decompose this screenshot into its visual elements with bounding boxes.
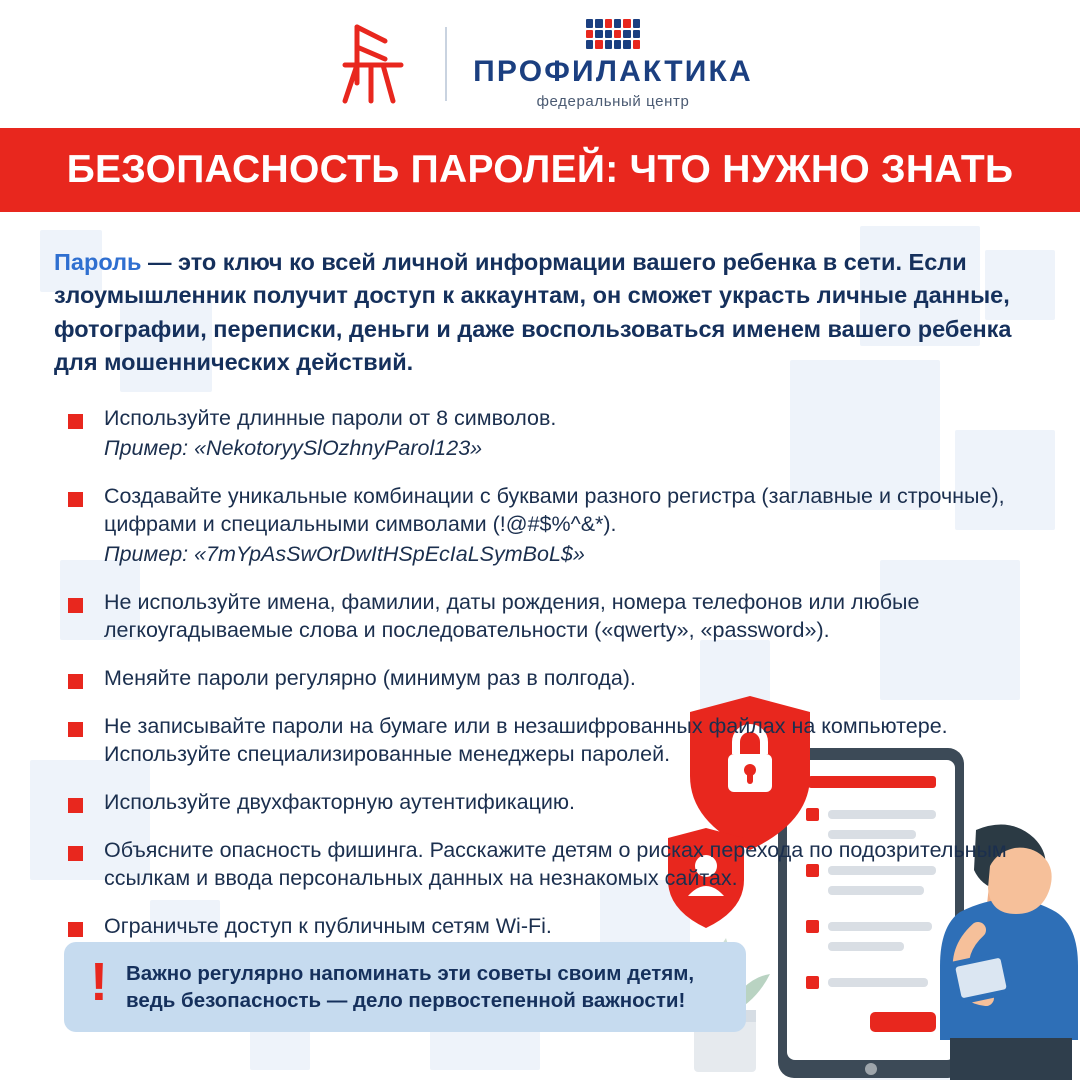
list-item — [68, 837, 1026, 893]
exclamation-icon: ! — [90, 951, 108, 1012]
list-item — [68, 483, 1026, 569]
tip-text: Объясните опасность фишинга. Расскажите детям о рисках перехода по подозрительным ссылкам и ввода персональных данных на незнакомых сайтах. — [104, 837, 1007, 890]
brand-name: ПРОФИЛАКТИКА — [473, 55, 753, 88]
list-item — [68, 913, 1026, 941]
lead-keyword: Пароль — [54, 249, 142, 275]
callout-box — [64, 942, 746, 1032]
lead-text: — это ключ ко всей личной информации вашего ребенка в сети. Если злоумышленник получит доступ к аккаунтам, он сможет украсть личные данные, фотографии, переписки, деньги и даже воспользоваться именем вашего ребенка для мошеннических действий. — [54, 249, 1012, 376]
tip-text: Меняйте пароли регулярно (минимум раз в полгода). — [104, 666, 636, 690]
content — [0, 212, 1080, 941]
tips-list — [54, 405, 1026, 940]
chair-icon — [327, 21, 419, 107]
brand-subtitle: федеральный центр — [536, 93, 690, 110]
building-grid-icon — [586, 19, 640, 49]
header — [0, 0, 1080, 128]
tip-example: Пример: «7mYpAsSwOrDwItHSpEcIaLSymBoL$» — [104, 542, 585, 567]
lead-paragraph — [54, 246, 1014, 379]
list-item — [68, 589, 1026, 645]
logo-divider — [445, 27, 447, 101]
tip-text: Не используйте имена, фамилии, даты рождения, номера телефонов или любые легкоугадываемые слова и последовательности («qwerty», «password»). — [104, 590, 920, 643]
list-item — [68, 665, 1026, 693]
tip-example: Пример: «NekotoryySlOzhnyParol123» — [104, 436, 483, 461]
tip-text: Используйте двухфакторную аутентификацию. — [104, 789, 575, 814]
page-title: БЕЗОПАСНОСТЬ ПАРОЛЕЙ: ЧТО НУЖНО ЗНАТЬ — [66, 148, 1014, 191]
title-band — [0, 128, 1080, 212]
list-item — [68, 789, 1026, 817]
brand-block — [473, 19, 753, 109]
list-item — [68, 713, 1026, 769]
callout-text: Важно регулярно напоминать эти советы своим детям, ведь безопасность — дело первостепенной важности! — [125, 961, 695, 1012]
tip-text: Не записывайте пароли на бумаге или в незашифрованных файлах на компьютере. Используйте специализированные менеджеры паролей. — [104, 713, 948, 766]
tip-text: Создавайте уникальные комбинации с буквами разного регистра (заглавные и строчные), цифрами и специальными символами (!@#$%^&*). — [104, 484, 1005, 537]
tip-text: Ограничьте доступ к публичным сетям Wi-Fi. — [104, 913, 552, 938]
list-item — [68, 405, 1026, 463]
tip-text: Используйте длинные пароли от 8 символов. — [104, 406, 557, 431]
